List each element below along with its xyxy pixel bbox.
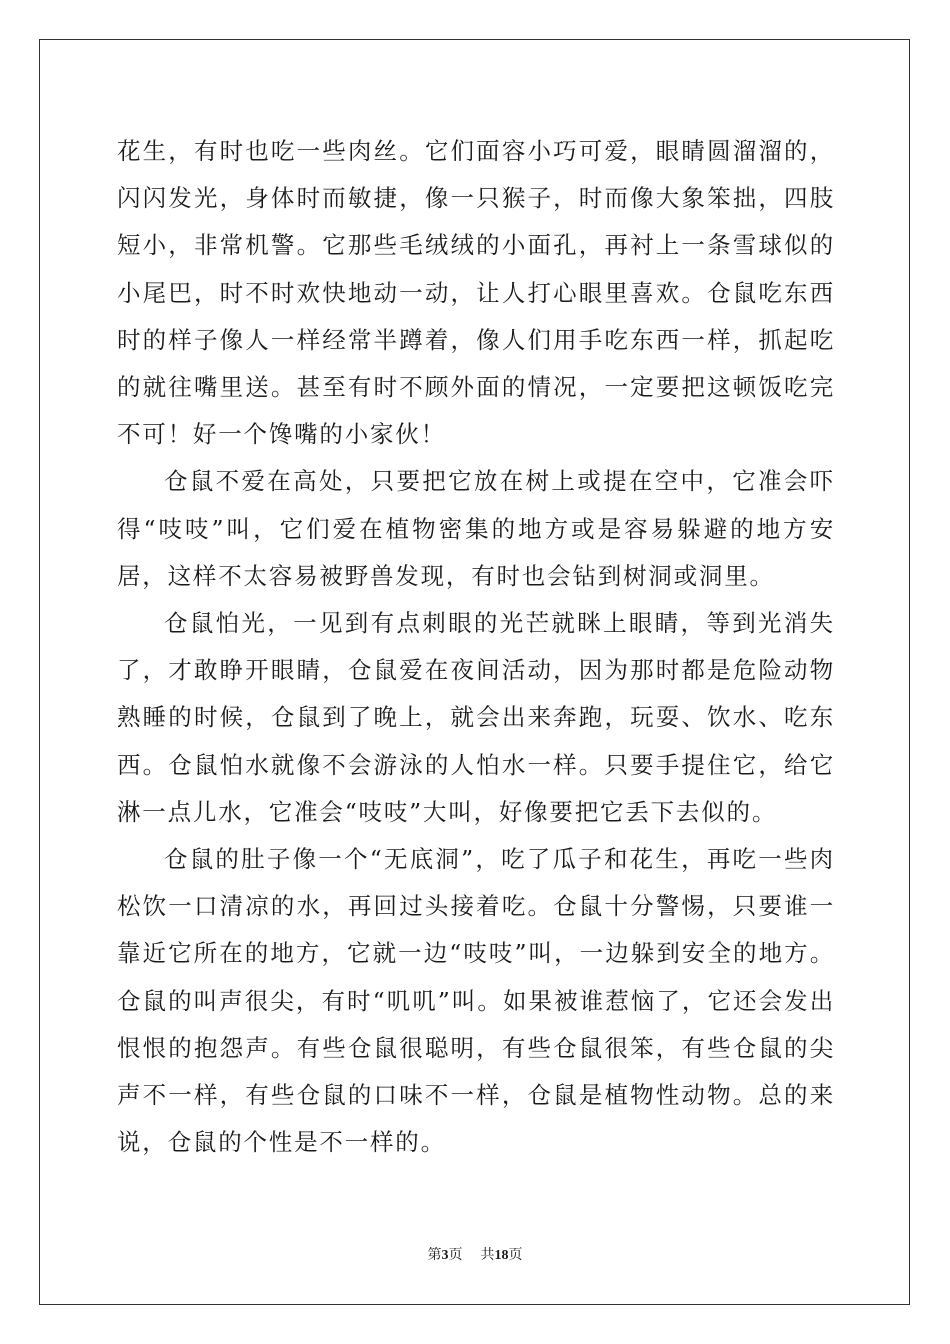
paragraph-height: 仓鼠不爱在高处，只要把它放在树上或提在空中，它准会吓得“吱吱”叫，它们爱在植物密集的地方或是容易躲避的地方安居，这样不太容易被野兽发现，有时也会钻到树洞或洞里。 <box>117 467 835 590</box>
total-pages-prefix: 共 <box>480 1247 495 1263</box>
page-number-suffix: 页 <box>448 1247 463 1263</box>
document-body <box>117 128 835 1166</box>
paragraph-appetite-personality: 仓鼠的肚子像一个“无底洞”，吃了瓜子和花生，再吃一些肉松饮一口清凉的水，再回过头接着吃。仓鼠十分警惕，只要谁一靠近它所在的地方，它就一边“吱吱”叫，一边躲到安全的地方。仓鼠的叫声很尖，有时“叽叽”叫。如果被谁惹恼了，它还会发出恨恨的抱怨声。有些仓鼠很聪明，有些仓鼠很笨，有些仓鼠的尖声不一样，有些仓鼠的口味不一样，仓鼠是植物性动物。总的来说，仓鼠的个性是不一样的。 <box>117 845 835 1157</box>
page-number-current: 3 <box>441 1248 449 1263</box>
page-footer <box>0 1245 950 1266</box>
total-pages-suffix: 页 <box>508 1247 523 1263</box>
paragraph-continued: 花生，有时也吃一些肉丝。它们面容小巧可爱，眼睛圆溜溜的，闪闪发光，身体时而敏捷，像一只猴子，时而像大象笨拙，四肢短小，非常机警。它那些毛绒绒的小面孔，再衬上一条雪球似的小尾巴，时不时欢快地动一动，让人打心眼里喜欢。仓鼠吃东西时的样子像人一样经常半蹲着，像人们用手吃东西一样，抓起吃的就往嘴里送。甚至有时不顾外面的情况，一定要把这顿饭吃完不可！好一个馋嘴的小家伙！ <box>117 137 835 449</box>
page-number-prefix: 第 <box>427 1247 442 1263</box>
paragraph-light-water: 仓鼠怕光，一见到有点刺眼的光芒就眯上眼睛，等到光消失了，才敢睁开眼睛，仓鼠爱在夜间活动，因为那时都是危险动物熟睡的时候，仓鼠到了晚上，就会出来奔跑，玩耍、饮水、吃东西。仓鼠怕水就像不会游泳的人怕水一样。只要手提住它，给它淋一点儿水，它准会“吱吱”大叫，好像要把它丢下去似的。 <box>117 609 835 826</box>
total-pages-count: 18 <box>494 1248 509 1263</box>
